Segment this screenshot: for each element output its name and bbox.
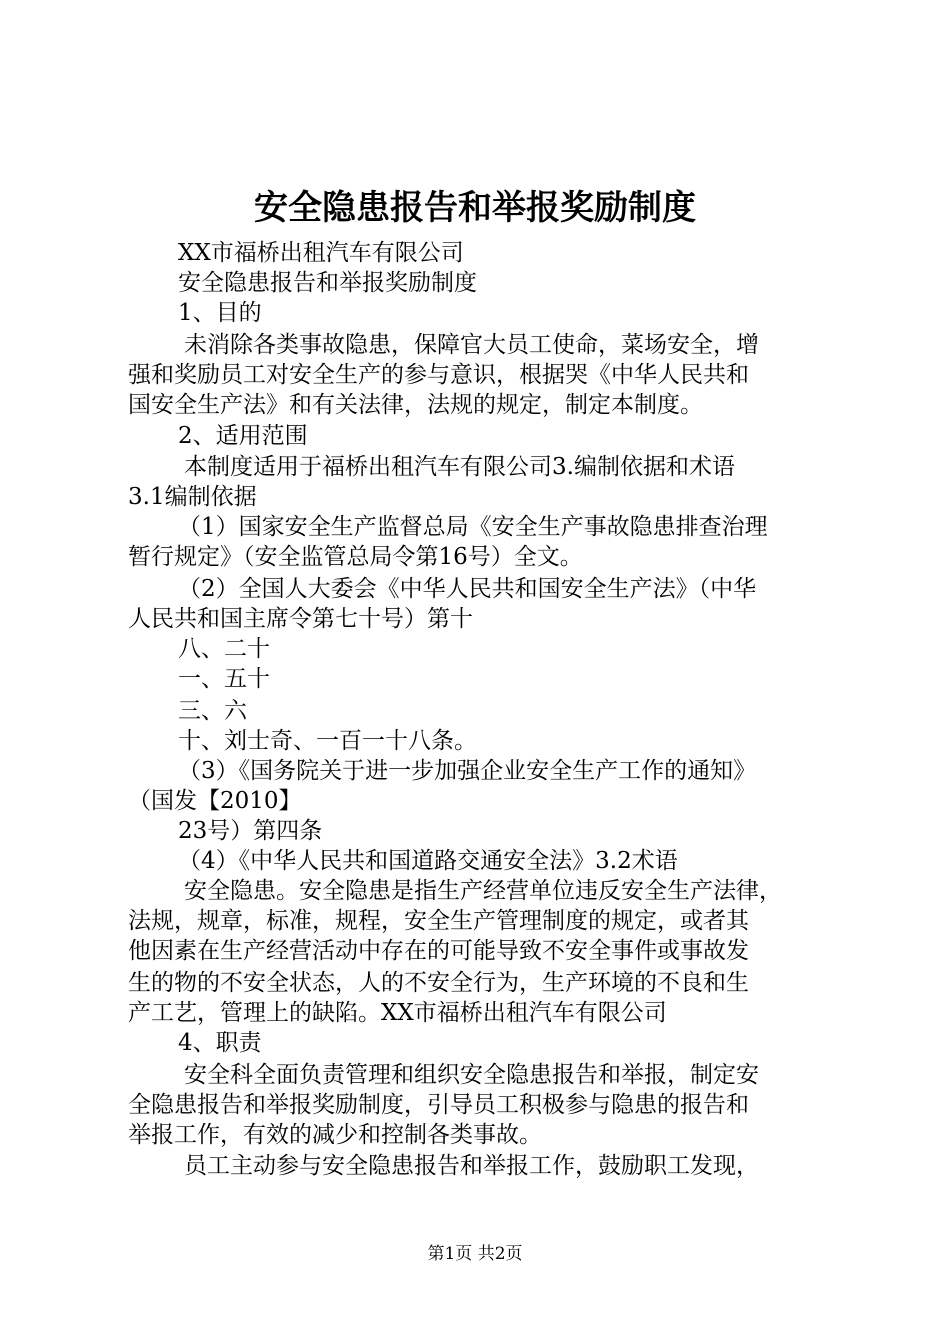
paragraph-line: 十、刘士奇、一百一十八条。 xyxy=(178,728,477,754)
paragraph-line: 强和奖励员工对安全生产的参与意识，根据哭《中华人民共和 xyxy=(128,362,749,388)
paragraph-line: 他因素在生产经营活动中存在的可能导致不安全事件或事故发 xyxy=(128,938,749,964)
paragraph-line: 人民共和国主席令第七十号）第十 xyxy=(128,606,473,632)
paragraph-line: 国安全生产法》和有关法律，法规的规定，制定本制度。 xyxy=(128,392,703,418)
document-title: 安全隐患报告和举报奖励制度 xyxy=(254,188,696,228)
section-heading-duties: 4、职责 xyxy=(178,1030,262,1056)
paragraph-line: （4）《中华人民共和国道路交通安全法》3.2术语 xyxy=(178,848,678,874)
paragraph-line: 本制度适用于福桥出租汽车有限公司3.编制依据和术语 xyxy=(184,454,735,480)
paragraph-line: 暂行规定》（安全监管总局令第16号）全文。 xyxy=(128,544,583,570)
paragraph-line: 全隐患报告和举报奖励制度，引导员工积极参与隐患的报告和 xyxy=(128,1092,749,1118)
paragraph-line: 未消除各类事故隐患，保障官大员工使命，菜场安全，增 xyxy=(184,332,759,358)
company-name-line: XX市福桥出租汽车有限公司 xyxy=(178,240,464,266)
subtitle-line: 安全隐患报告和举报奖励制度 xyxy=(178,270,477,296)
section-heading-basis: 3.1编制依据 xyxy=(128,484,257,510)
page-number-footer: 第1页 共2页 xyxy=(427,1244,523,1264)
paragraph-line: 员工主动参与安全隐患报告和举报工作，鼓励职工发现， xyxy=(184,1153,759,1179)
section-heading-purpose: 1、目的 xyxy=(178,300,262,326)
paragraph-line: 法规，规章，标准，规程，安全生产管理制度的规定，或者其 xyxy=(128,908,749,934)
paragraph-line: 生的物的不安全状态，人的不安全行为，生产环境的不良和生 xyxy=(128,970,749,996)
paragraph-line: （2）全国人大委会《中华人民共和国安全生产法》（中华 xyxy=(178,576,757,602)
section-heading-scope: 2、适用范围 xyxy=(178,423,308,449)
paragraph-line: 产工艺，管理上的缺陷。XX市福桥出租汽车有限公司 xyxy=(128,1000,667,1026)
paragraph-line: 一、五十 xyxy=(178,666,270,692)
paragraph-line: 安全科全面负责管理和组织安全隐患报告和举报，制定安 xyxy=(184,1062,759,1088)
paragraph-line: 八、二十 xyxy=(178,636,270,662)
paragraph-line: （国发【2010】 xyxy=(128,788,302,814)
paragraph-line: 安全隐患。安全隐患是指生产经营单位违反安全生产法律， xyxy=(184,878,782,904)
paragraph-line: （1）国家安全生产监督总局《安全生产事故隐患排查治理 xyxy=(178,514,768,540)
paragraph-line: （3）《国务院关于进一步加强企业安全生产工作的通知》 xyxy=(178,758,757,784)
paragraph-line: 三、六 xyxy=(178,698,247,724)
paragraph-line: 举报工作，有效的减少和控制各类事故。 xyxy=(128,1122,542,1148)
paragraph-line: 23号）第四条 xyxy=(178,818,323,844)
